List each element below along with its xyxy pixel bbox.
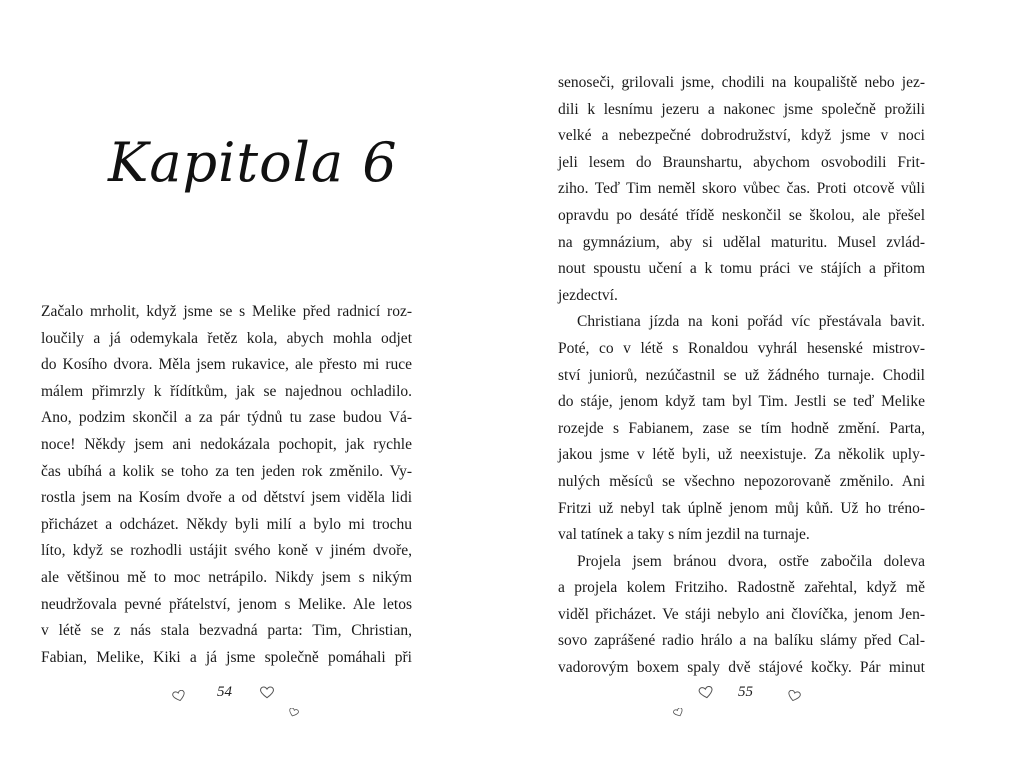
text-line: ziho. Teď Tim neměl skoro vůbec čas. Proti otcově vůli (558, 180, 925, 198)
text-line: jeli lesem do Braunshartu, abychom osvobodili Frit- (558, 153, 925, 171)
text-line: noce! Někdy jsem ani nedokázala pochopit, jak rychle (41, 435, 412, 453)
right-page-body (558, 70, 925, 682)
chapter-title: Kapitola 6 (108, 131, 398, 194)
text-line: rostla jsem na Kosím dvoře a od dětství jsem viděla lidi (41, 489, 412, 507)
text-line: do Kosího dvora. Měla jsem rukavice, ale přesto mi ruce (41, 356, 412, 374)
text-line: Poté, co v létě s Ronaldou vyhrál hesenské mistrov- (558, 339, 925, 357)
text-line: v létě se z nás stala bezvadná parta: Tim, Christian, (41, 622, 412, 640)
text-line: a projela kolem Fritziho. Radostně zařehtal, když mě (558, 579, 925, 597)
page-number: 55 (738, 684, 753, 700)
text-line: Fritzi už nebyl tak úplně jenom můj kůň. Už ho tréno- (558, 499, 925, 517)
text-line: opravdu po desáté třídě neskončil se školou, ale přešel (558, 206, 925, 224)
text-line: val tatínek a taky s ním jezdil na turnaje. (558, 526, 810, 544)
text-line: ství juniorů, nezúčastnil se už žádného turnaje. Chodil (558, 366, 925, 384)
text-line: dili k lesnímu jezeru a nakonec jsme společně prožili (558, 100, 925, 118)
text-line: jakou jsme v létě byli, už neexistuje. Za několik uply- (558, 446, 925, 464)
heart-outline-icon (288, 708, 299, 717)
text-line: Christiana jízda na koni pořád víc přestávala bavit. (577, 313, 925, 331)
text-line: jezdectví. (558, 286, 618, 304)
heart-outline-icon (259, 686, 275, 699)
text-line: nout spoustu učení a k tomu práci ve stájích a přitom (558, 260, 925, 278)
heart-outline-icon (698, 686, 714, 699)
text-line: nulých měsíců se všechno nepozorovaně změnilo. Ani (558, 472, 925, 490)
text-line: loučily a já odemykala řetěz kola, abych mohla odjet (41, 329, 412, 347)
text-line: senoseči, grilovali jsme, chodili na koupaliště nebo jez- (558, 74, 925, 91)
right-page (512, 0, 1024, 768)
text-line: velké a nebezpečné dobrodružství, když jsme v noci (558, 127, 925, 145)
heart-outline-icon (172, 690, 186, 702)
text-line: líto, když se rozhodli ustájit svého koně v jiném dvoře, (41, 542, 412, 560)
heart-outline-icon (673, 708, 684, 717)
text-line: na gymnázium, aby si udělal maturitu. Musel zvlád- (558, 233, 925, 251)
text-line: neudržovala pevné přátelství, jenom s Melike. Ale letos (41, 595, 412, 613)
text-line: ale většinou mě to moc netrápilo. Nikdy jsem s nikým (41, 568, 412, 586)
text-line: přicházet a odcházet. Někdy byli milí a bylo mi trochu (41, 515, 412, 533)
text-line: čas ubíhá a kolik se toho za ten jeden rok změnilo. Vy- (41, 462, 412, 480)
page-number: 54 (217, 684, 232, 700)
text-line: vadorovým boxem spaly dvě stájové kočky. Pár minut (558, 659, 925, 677)
text-line: do stáje, jenom když tam byl Tim. Jestli se teď Melike (558, 393, 925, 411)
text-line: Začalo mrholit, když jsme se s Melike před radnicí roz- (41, 303, 412, 320)
text-line: rozejde s Fabianem, zase se tím hodně změní. Parta, (558, 419, 925, 437)
text-line: Ano, podzim skončil a za pár týdnů tu zase budou Vá- (41, 409, 412, 427)
text-line: Projela jsem bránou dvora, ostře zabočila doleva (577, 552, 925, 570)
heart-outline-icon (787, 690, 801, 702)
text-line: viděl přicházet. Ve stáji nebylo ani človíčka, jenom Jen- (558, 605, 925, 623)
text-line: málem přimrzly k řídítkům, jak se najednou ochladilo. (41, 382, 412, 400)
left-page-body (41, 299, 412, 671)
text-line: Fabian, Melike, Kiki a já jsme společně pomáhali při (41, 648, 412, 666)
text-line: sovo zaprášené radio hrálo a na balíku slámy před Cal- (558, 632, 925, 650)
